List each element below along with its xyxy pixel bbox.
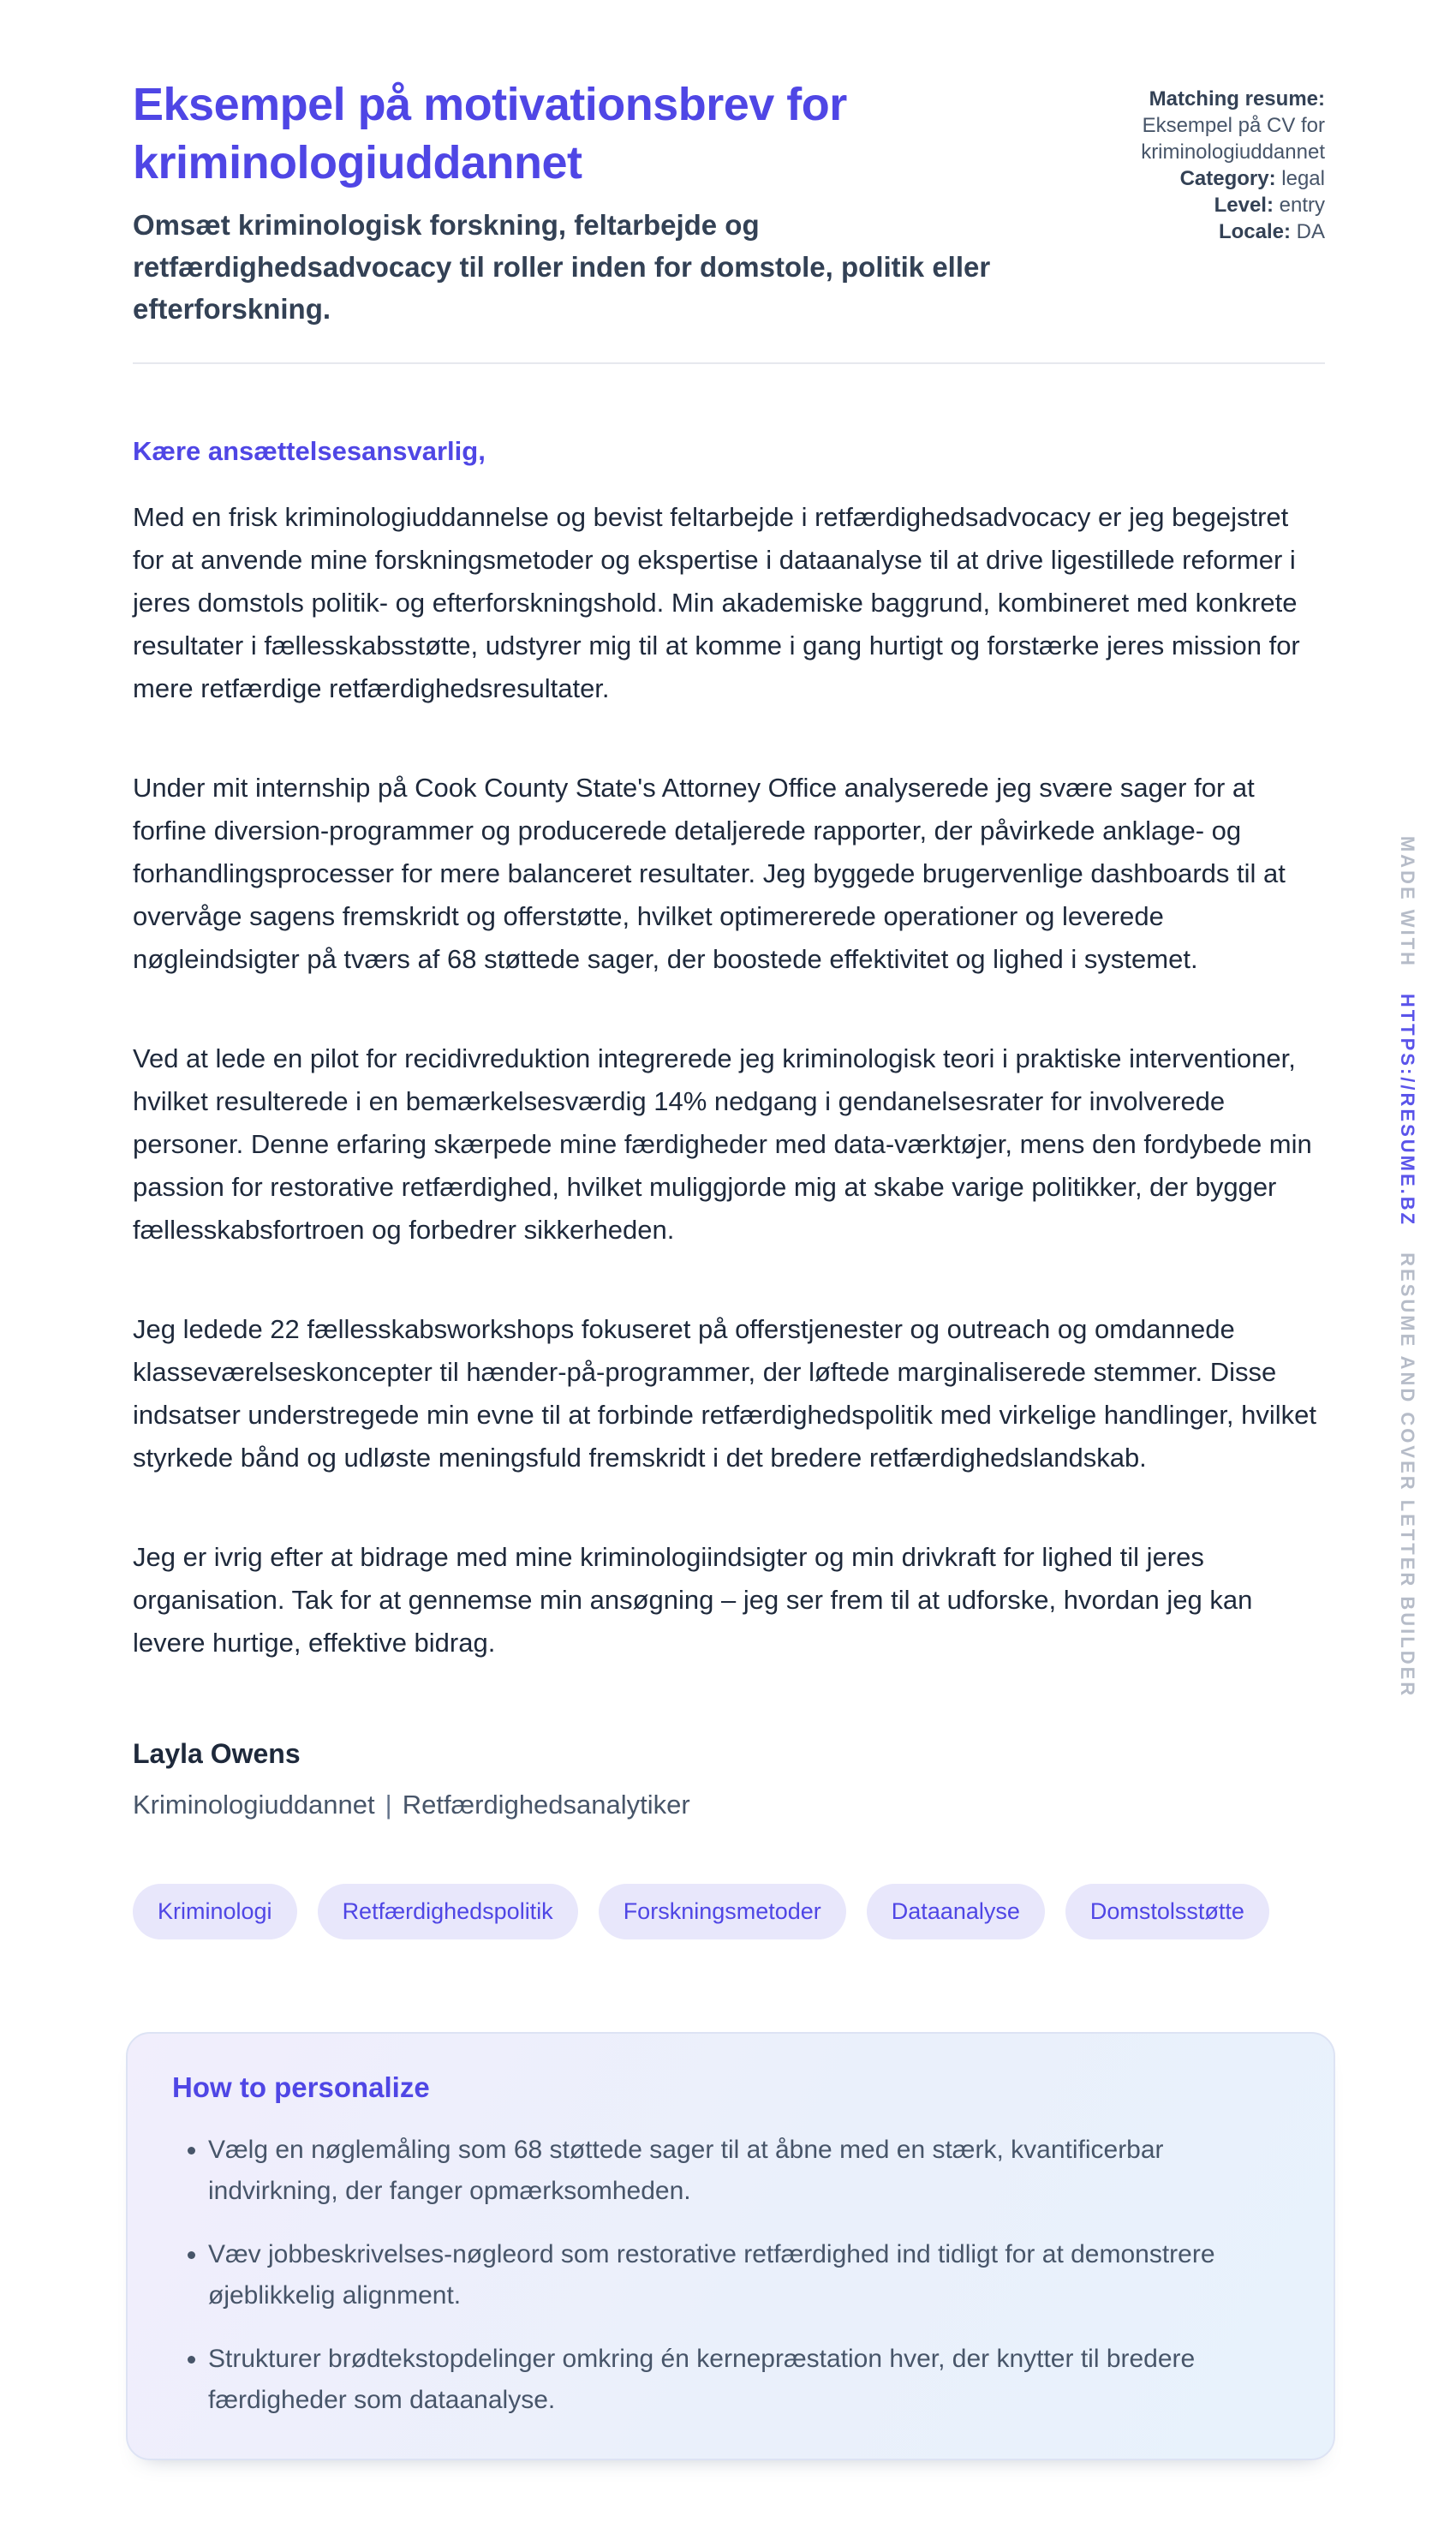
level-label: Level: [1214,194,1274,217]
tag-dataanalyse[interactable]: Dataanalyse [867,1884,1045,1939]
letter-paragraph: Jeg ledede 22 fællesskabsworkshops fokuseret på offerstjenester og outreach og omdannede klasseværelseskoncepter til hænder-på-programmer, der løftede marginaliserede stemmer. Disse indsatser understregede min evne til at forbinde retfærdighedspolitik med virkelige handlinger, hvilket styrkede bånd og udløste meningsfuld fremskridt i det bredere retfærdighedslandskab. [133,1314,1316,1473]
letter-greeting: Kære ansættelsesansvarlig, [133,436,486,466]
tag-forskningsmetoder[interactable]: Forskningsmetoder [599,1884,846,1939]
tag-kriminologi[interactable]: Kriminologi [133,1884,297,1939]
header-title-block [133,75,1075,330]
watermark-suffix: RESUME AND COVER LETTER BUILDER [1397,1252,1418,1699]
tag-domstolsstoette[interactable]: Domstolsstøtte [1065,1884,1269,1939]
tipbox-item: • Vælg en nøglemåling som 68 støttede sager til at åbne med en stærk, kvantificerbar indvirkning, der fanger opmærksomheden. [208,2130,1289,2212]
letter-paragraph: Med en frisk kriminologiuddannelse og bevist feltarbejde i retfærdighedsadvocacy er jeg begejstret for at anvende mine forskningsmetoder og ekspertise i dataanalyse til at drive ligestillede reformer i jeres domstols politik- og efterforskningshold. Min akademiske baggrund, kombineret med konkrete resultater i fællesskabsstøtte, udstyrer mig til at komme i gang hurtigt og forstærke jeres mission for mere retfærdige retfærdighedsresultater. [133,502,1300,703]
tipbox-item: • Strukturer brødtekstopdelinger omkring én kernepræstation hver, der knytter til bredere færdigheder som dataanalyse. [208,2339,1289,2421]
tipbox-list [172,2130,1289,2421]
level-value: entry [1279,194,1325,217]
header-divider [133,362,1325,364]
letter-paragraph: Ved at lede en pilot for recidivreduktion integrerede jeg kriminologisk teori i praktiske interventioner, hvilket resulterede i en bemærkelsesværdig 14% nedgang i gendanelsesrater for involverede personer. Denne erfaring skærpede mine færdigheder med data-værktøjer, mens den fordybede min passion for restorative retfærdighed, hvilket muliggjorde mig at skabe varige politikker, der bygger fællesskabsfortroen og forbedrer sikkerheden. [133,1043,1312,1245]
signature-role [133,1788,1325,1822]
resume-bz-link[interactable]: HTTPS://RESUME.BZ [1397,993,1418,1228]
signature-role-subtitle: Retfærdighedsanalytiker [402,1790,690,1820]
matching-resume-value: Eksempel på CV for kriminologiuddannet [1141,114,1325,164]
locale-label: Locale: [1218,220,1291,243]
page-title: Eksempel på motivationsbrev for kriminologiuddannet [133,79,847,188]
letter-paragraph: Jeg er ivrig efter at bidrage med mine kriminologiindsigter og min drivkraft for lighed til jeres organisation. Tak for at gennemse min ansøgning – jeg ser frem til at udforske, hvordan jeg kan levere hurtige, effektive bidrag. [133,1542,1253,1658]
page-subtitle: Omsæt kriminologisk forskning, feltarbejde og retfærdighedsadvocacy til roller inden for domstole, politik eller efterforskning. [133,209,991,325]
how-to-personalize-box [126,2032,1335,2460]
tipbox-item: • Væv jobbeskrivelses-nøgleord som restorative retfærdighed ind tidligt for at demonstrere øjeblikkelig alignment. [208,2234,1289,2316]
tag-retfaerdighedspolitik[interactable]: Retfærdighedspolitik [318,1884,578,1939]
signature-block [133,1736,1325,1822]
letter-body [133,434,1325,1664]
skill-tags [133,1884,1325,1939]
made-with-watermark [1396,836,1418,1698]
locale-value: DA [1296,220,1325,243]
category-label: Category: [1179,167,1276,190]
matching-resume-label: Matching resume: [1149,87,1325,111]
category-value: legal [1281,167,1325,190]
signature-role-separator: | [385,1790,392,1820]
watermark-prefix: MADE WITH [1397,835,1418,968]
page-header [133,75,1325,330]
tipbox-heading: How to personalize [172,2071,430,2103]
letter-paragraph: Under mit internship på Cook County State's Attorney Office analyserede jeg svære sager for at forfine diversion-programmer og producerede detaljerede rapporter, der påvirkede anklage- og forhandlingsprocesser for mere balanceret resultater. Jeg byggede brugervenlige dashboards til at overvåge sagens fremskridt og offerstøtte, hvilket optimererede operationer og leverede nøgleindsigter på tværs af 68 støttede sager, der boostede effektivitet og lighed i systemet. [133,773,1286,974]
signature-role-title: Kriminologiuddannet [133,1790,375,1820]
signature-name: Layla Owens [133,1738,301,1769]
meta-panel [1107,75,1325,245]
